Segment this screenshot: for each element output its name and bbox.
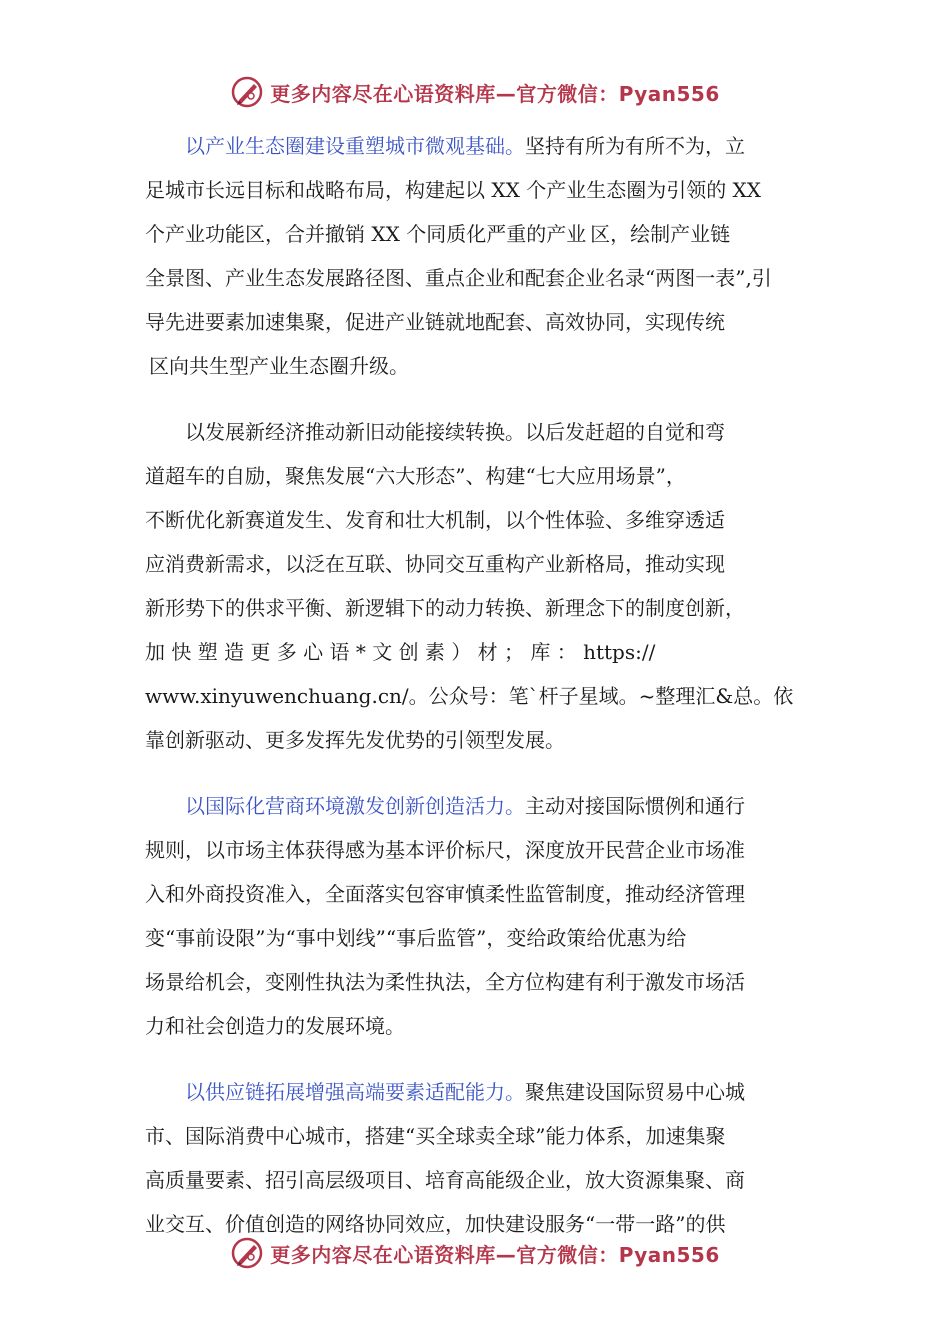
paragraph-1 [145,124,815,388]
banner-text: 更多内容尽在心语资料库—官方微信：Pyan556 [270,81,720,106]
text-line: 市、国际消费中心城市，搭建“买全球卖全球”能力体系，加速集聚 [145,1124,726,1148]
text-line: 区向共生型产业生态圈升级。 [145,354,409,378]
text-line: 导先进要素加速集聚，促进产业链就地配套、高效协同，实现传统 [145,310,725,334]
banner-text: 更多内容尽在心语资料库—官方微信：Pyan556 [270,1242,720,1267]
paragraph-lead: 以供应链拓展增强高端要素适配能力。 [185,1080,525,1104]
text-line: 个产业功能区，合并撤销 XX 个同质化严重的产业 区，绘制产业链 [145,222,731,246]
text-line: 变“事前设限”为“事中划线”“事后监管”，变给政策给优惠为给 [145,926,687,950]
text-line: 高质量要素、招引高层级项目、培育高能级企业，放大资源集聚、商 [145,1168,745,1192]
document-body [145,124,815,1268]
text-line: 靠创新驱动、更多发挥先发优势的引领型发展。 [145,728,565,752]
paragraph-2 [145,410,815,762]
text-line: www.xinyuwenchuang.cn/。公众号：笔`杆子星域。~整理汇&总。依 [145,684,794,708]
text-line: 主动对接国际惯例和通行 [525,794,745,818]
text-line: 新形势下的供求平衡、新逻辑下的动力转换、新理念下的制度创新， [145,596,745,620]
pen-logo-icon [230,1236,264,1270]
header-banner [0,72,950,112]
text-line: 足城市长远目标和战略布局，构建起以 XX 个产业生态圈为引领的 XX [145,178,762,202]
text-line: 道超车的自励，聚焦发展“六大形态”、构建“七大应用场景”， [145,464,686,488]
text-line: 业交互、价值创造的网络协同效应，加快建设服务“一带一路”的供 [145,1212,726,1236]
text-line: 聚焦建设国际贸易中心城 [525,1080,745,1104]
paragraph-4 [145,1070,815,1246]
paragraph-3 [145,784,815,1048]
text-line: 以发展新经济推动新旧动能接续转换。以后发赶超的自觉和弯 [185,420,725,444]
footer-banner [0,1233,950,1273]
text-line: 全景图、产业生态发展路径图、重点企业和配套企业名录“两图一表”,引 [145,266,772,290]
text-line: 入和外商投资准入，全面落实包容审慎柔性监管制度，推动经济管理 [145,882,745,906]
text-line: 坚持有所为有所不为，立 [525,134,745,158]
text-line: 场景给机会，变刚性执法为柔性执法，全方位构建有利于激发市场活 [145,970,745,994]
text-line: 应消费新需求，以泛在互联、协同交互重构产业新格局，推动实现 [145,552,725,576]
paragraph-lead: 以产业生态圈建设重塑城市微观基础。 [185,134,525,158]
text-line: 不断优化新赛道发生、发育和壮大机制，以个性体验、多维穿透适 [145,508,725,532]
text-line: 规则，以市场主体获得感为基本评价标尺，深度放开民营企业市场准 [145,838,745,862]
text-line: 加 快 塑 造 更 多 心 语 * 文 创 素 ） 材 ； 库 ： https:// [145,640,656,664]
pen-logo-icon [230,75,264,109]
paragraph-lead: 以国际化营商环境激发创新创造活力。 [185,794,525,818]
text-line: 力和社会创造力的发展环境。 [145,1014,405,1038]
